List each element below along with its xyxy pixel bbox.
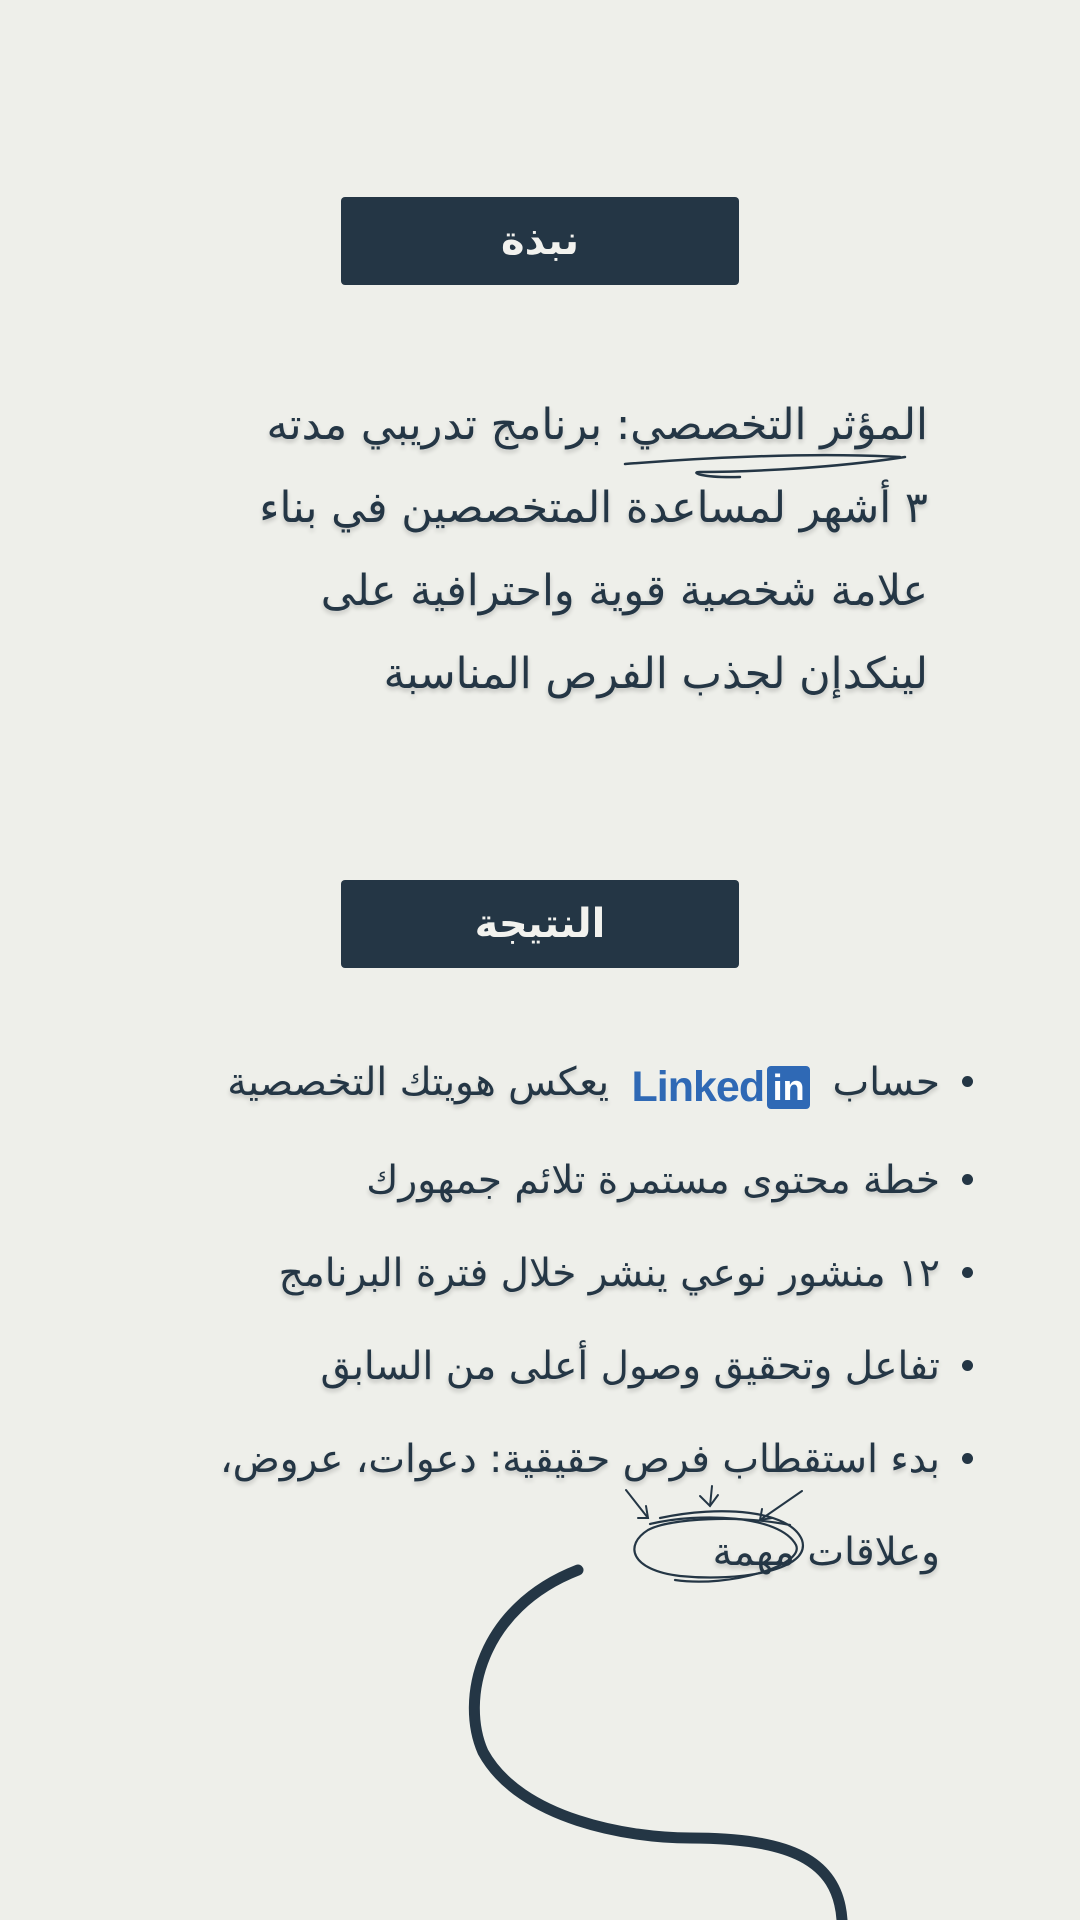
list-item [120,1413,973,1599]
result-list [120,1036,973,1599]
about-heading-badge [341,197,739,285]
list-item [120,1134,973,1227]
curve-decoration-icon [474,1570,842,1920]
list-item [120,1227,973,1320]
about-heading: نبذة [500,218,580,264]
about-line: المؤثر التخصصي: برنامج تدريبي مدته [266,400,928,450]
item-text-before: حساب [832,1060,940,1105]
bullet-icon [962,1076,973,1087]
list-item [120,1036,973,1134]
result-heading-badge [341,880,739,968]
about-line: علامة شخصية قوية واحترافية على [320,566,928,616]
bullet-icon [962,1360,973,1371]
bullet-icon [962,1267,973,1278]
about-line: لينكدإن لجذب الفرص المناسبة [383,649,928,699]
result-heading: النتيجة [474,901,606,947]
bullet-icon [962,1453,973,1464]
item-text: ١٢ منشور نوعي ينشر خلال فترة البرنامج [278,1251,940,1296]
item-text: بدء استقطاب فرص حقيقية: دعوات، عروض، وعلاقات مهمة [220,1437,940,1575]
list-item [120,1320,973,1413]
about-line: ٣ أشهر لمساعدة المتخصصين في بناء [259,483,928,533]
item-text: خطة محتوى مستمرة تلائم جمهورك [366,1158,940,1203]
linkedin-logo-icon [632,1041,811,1134]
linkedin-logo-box: in [767,1066,810,1109]
linkedin-logo-word: Linked [631,1063,765,1111]
about-description [120,384,928,716]
item-text: تفاعل وتحقيق وصول أعلى من السابق [320,1344,940,1389]
bullet-icon [962,1174,973,1185]
item-text-after: يعكس هويتك التخصصية [227,1060,610,1105]
